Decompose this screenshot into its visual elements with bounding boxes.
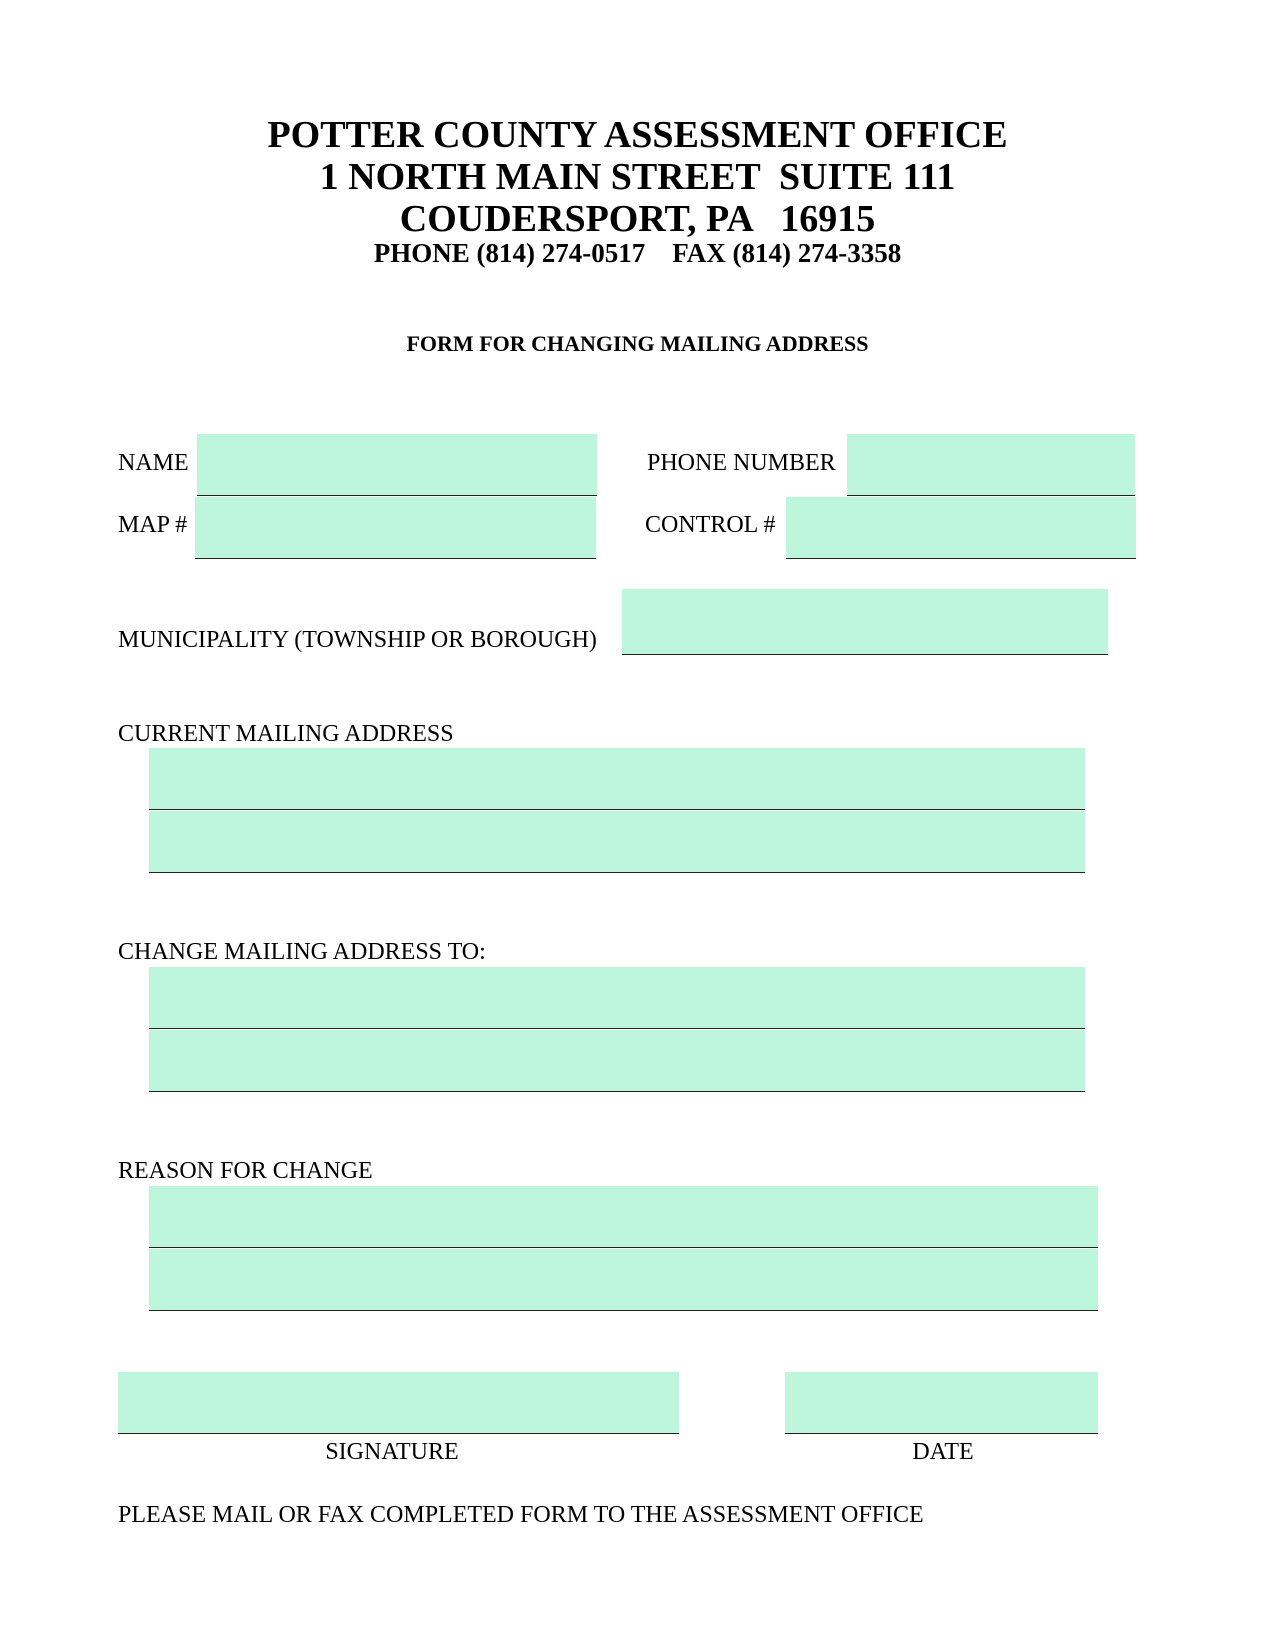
current-address-line-1[interactable] (149, 748, 1085, 810)
municipality-field[interactable] (622, 589, 1108, 655)
office-contact: PHONE (814) 274-0517 FAX (814) 274-3358 (373, 238, 902, 268)
reason-line-2[interactable] (149, 1249, 1098, 1311)
control-field[interactable] (786, 497, 1136, 559)
form-title: FORM FOR CHANGING MAILING ADDRESS (406, 331, 869, 356)
name-field[interactable] (197, 434, 597, 496)
phone-label: PHONE NUMBER (647, 450, 836, 476)
date-label: DATE (912, 1439, 974, 1465)
date-field[interactable] (785, 1372, 1098, 1434)
current-address-input-2[interactable] (149, 811, 1085, 872)
phone-input[interactable] (847, 434, 1135, 495)
name-input[interactable] (197, 434, 597, 495)
footer-note: PLEASE MAIL OR FAX COMPLETED FORM TO THE ASSESSMENT OFFICE (118, 1502, 924, 1528)
control-input[interactable] (786, 497, 1136, 558)
municipality-input[interactable] (622, 589, 1108, 654)
reason-input-2[interactable] (149, 1249, 1098, 1310)
reason-label: REASON FOR CHANGE (118, 1158, 373, 1184)
new-address-input-1[interactable] (149, 967, 1085, 1028)
current-address-line-2[interactable] (149, 811, 1085, 873)
date-input[interactable] (785, 1372, 1098, 1433)
map-input[interactable] (195, 497, 596, 558)
new-address-label: CHANGE MAILING ADDRESS TO: (118, 939, 486, 965)
new-address-line-1[interactable] (149, 967, 1085, 1029)
map-label: MAP # (118, 512, 188, 538)
current-address-label: CURRENT MAILING ADDRESS (118, 721, 454, 747)
map-field[interactable] (195, 497, 596, 559)
reason-input-1[interactable] (149, 1186, 1098, 1247)
office-city: COUDERSPORT, PA 16915 (399, 198, 876, 240)
office-name: POTTER COUNTY ASSESSMENT OFFICE (267, 114, 1008, 156)
phone-field[interactable] (847, 434, 1135, 496)
new-address-input-2[interactable] (149, 1030, 1085, 1091)
signature-label: SIGNATURE (325, 1439, 459, 1465)
office-street: 1 NORTH MAIN STREET SUITE 111 (319, 156, 956, 198)
signature-field[interactable] (118, 1372, 679, 1434)
reason-line-1[interactable] (149, 1186, 1098, 1248)
signature-input[interactable] (118, 1372, 679, 1433)
current-address-input-1[interactable] (149, 748, 1085, 809)
name-label: NAME (118, 450, 189, 476)
control-label: CONTROL # (645, 512, 776, 538)
municipality-label: MUNICIPALITY (TOWNSHIP OR BOROUGH) (118, 627, 597, 653)
new-address-line-2[interactable] (149, 1030, 1085, 1092)
